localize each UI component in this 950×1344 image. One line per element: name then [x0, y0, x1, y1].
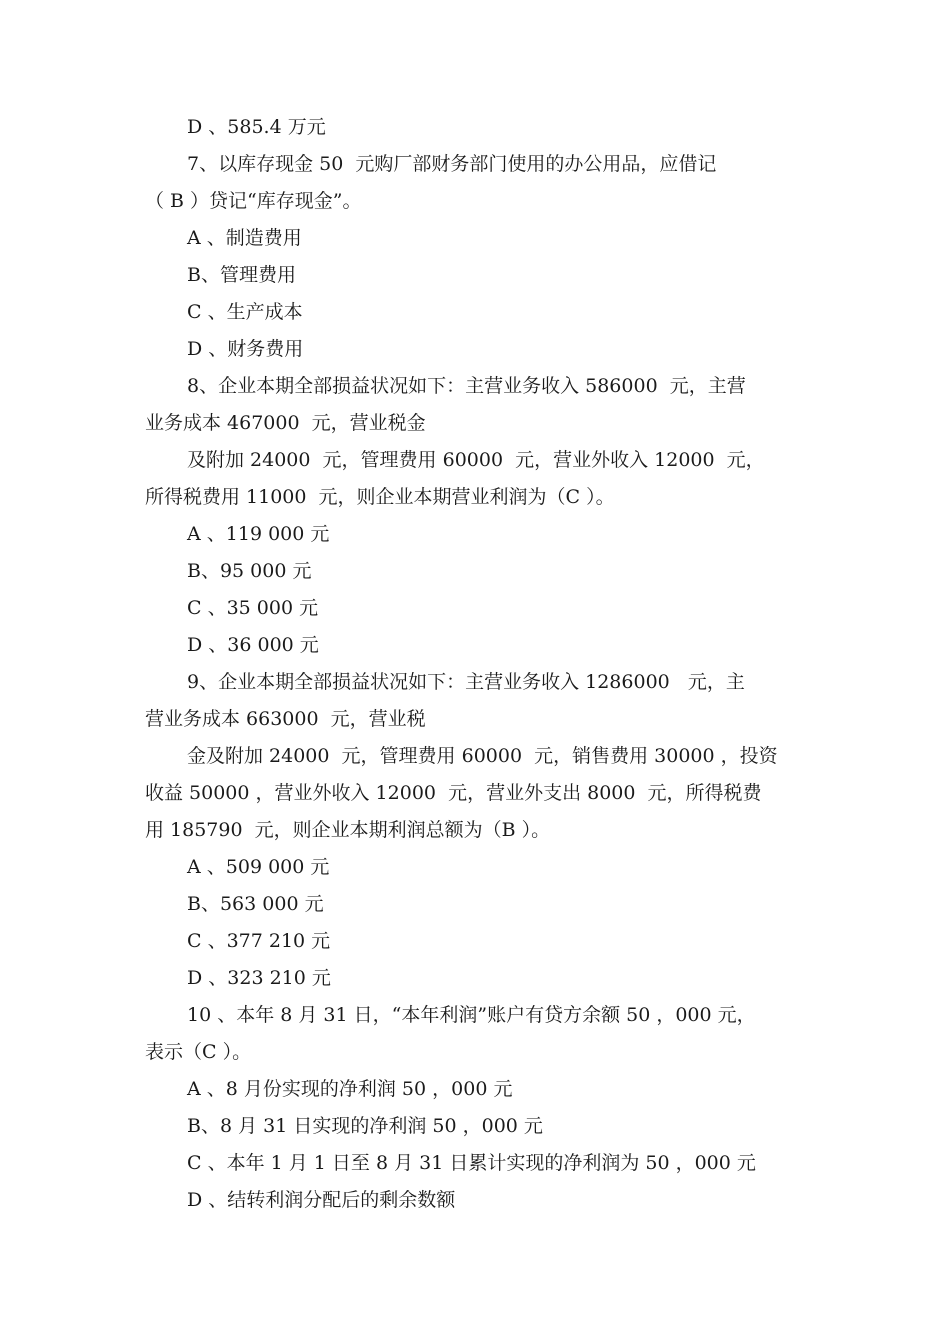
question-8-line-1: 8、企业本期全部损益状况如下：主营业务收入 586000 元，主营	[187, 375, 746, 397]
option-9a: A 、509 000 元	[187, 856, 330, 878]
question-10-line-1: 10 、本年 8 月 31 日，“本年利润”账户有贷方余额 50 ，000 元，	[187, 1004, 756, 1026]
question-7-line-2: （ B ）贷记“库存现金”。	[145, 190, 362, 212]
option-6d: D 、585.4 万元	[187, 116, 326, 138]
option-9b: B、563 000 元	[187, 893, 324, 915]
option-7c: C 、生产成本	[187, 301, 303, 323]
option-10d: D 、结转利润分配后的剩余数额	[187, 1189, 456, 1211]
question-9-line-3: 金及附加 24000 元，管理费用 60000 元，销售费用 30000 ，投资	[187, 745, 778, 767]
option-8d: D 、36 000 元	[187, 634, 319, 656]
question-9-line-1: 9、企业本期全部损益状况如下：主营业务收入 1286000 元，主	[187, 671, 745, 693]
option-10b: B、8 月 31 日实现的净利润 50 ，000 元	[187, 1115, 543, 1137]
question-7-line-1: 7、以库存现金 50 元购厂部财务部门使用的办公用品，应借记	[187, 153, 717, 175]
option-7b: B、管理费用	[187, 264, 296, 286]
option-10a: A 、8 月份实现的净利润 50 ，000 元	[187, 1078, 513, 1100]
option-10c: C 、本年 1 月 1 日至 8 月 31 日累计实现的净利润为 50 ，000 元	[187, 1152, 756, 1174]
option-8c: C 、35 000 元	[187, 597, 319, 619]
question-10-line-2: 表示（C ）。	[145, 1041, 252, 1063]
option-7d: D 、财务费用	[187, 338, 304, 360]
question-8-line-4: 所得税费用 11000 元，则企业本期营业利润为（C ）。	[145, 486, 615, 508]
question-9-line-5: 用 185790 元，则企业本期利润总额为（B ）。	[145, 819, 551, 841]
option-9d: D 、323 210 元	[187, 967, 331, 989]
option-8b: B、95 000 元	[187, 560, 312, 582]
question-9-line-2: 营业务成本 663000 元，营业税	[145, 708, 426, 730]
question-8-line-2: 业务成本 467000 元，营业税金	[145, 412, 426, 434]
option-7a: A 、制造费用	[187, 227, 302, 249]
option-9c: C 、377 210 元	[187, 930, 331, 952]
question-9-line-4: 收益 50000 ，营业外收入 12000 元，营业外支出 8000 元，所得税费	[145, 782, 762, 804]
option-8a: A 、119 000 元	[187, 523, 330, 545]
question-8-line-3: 及附加 24000 元，管理费用 60000 元，营业外收入 12000 元，	[187, 449, 765, 471]
